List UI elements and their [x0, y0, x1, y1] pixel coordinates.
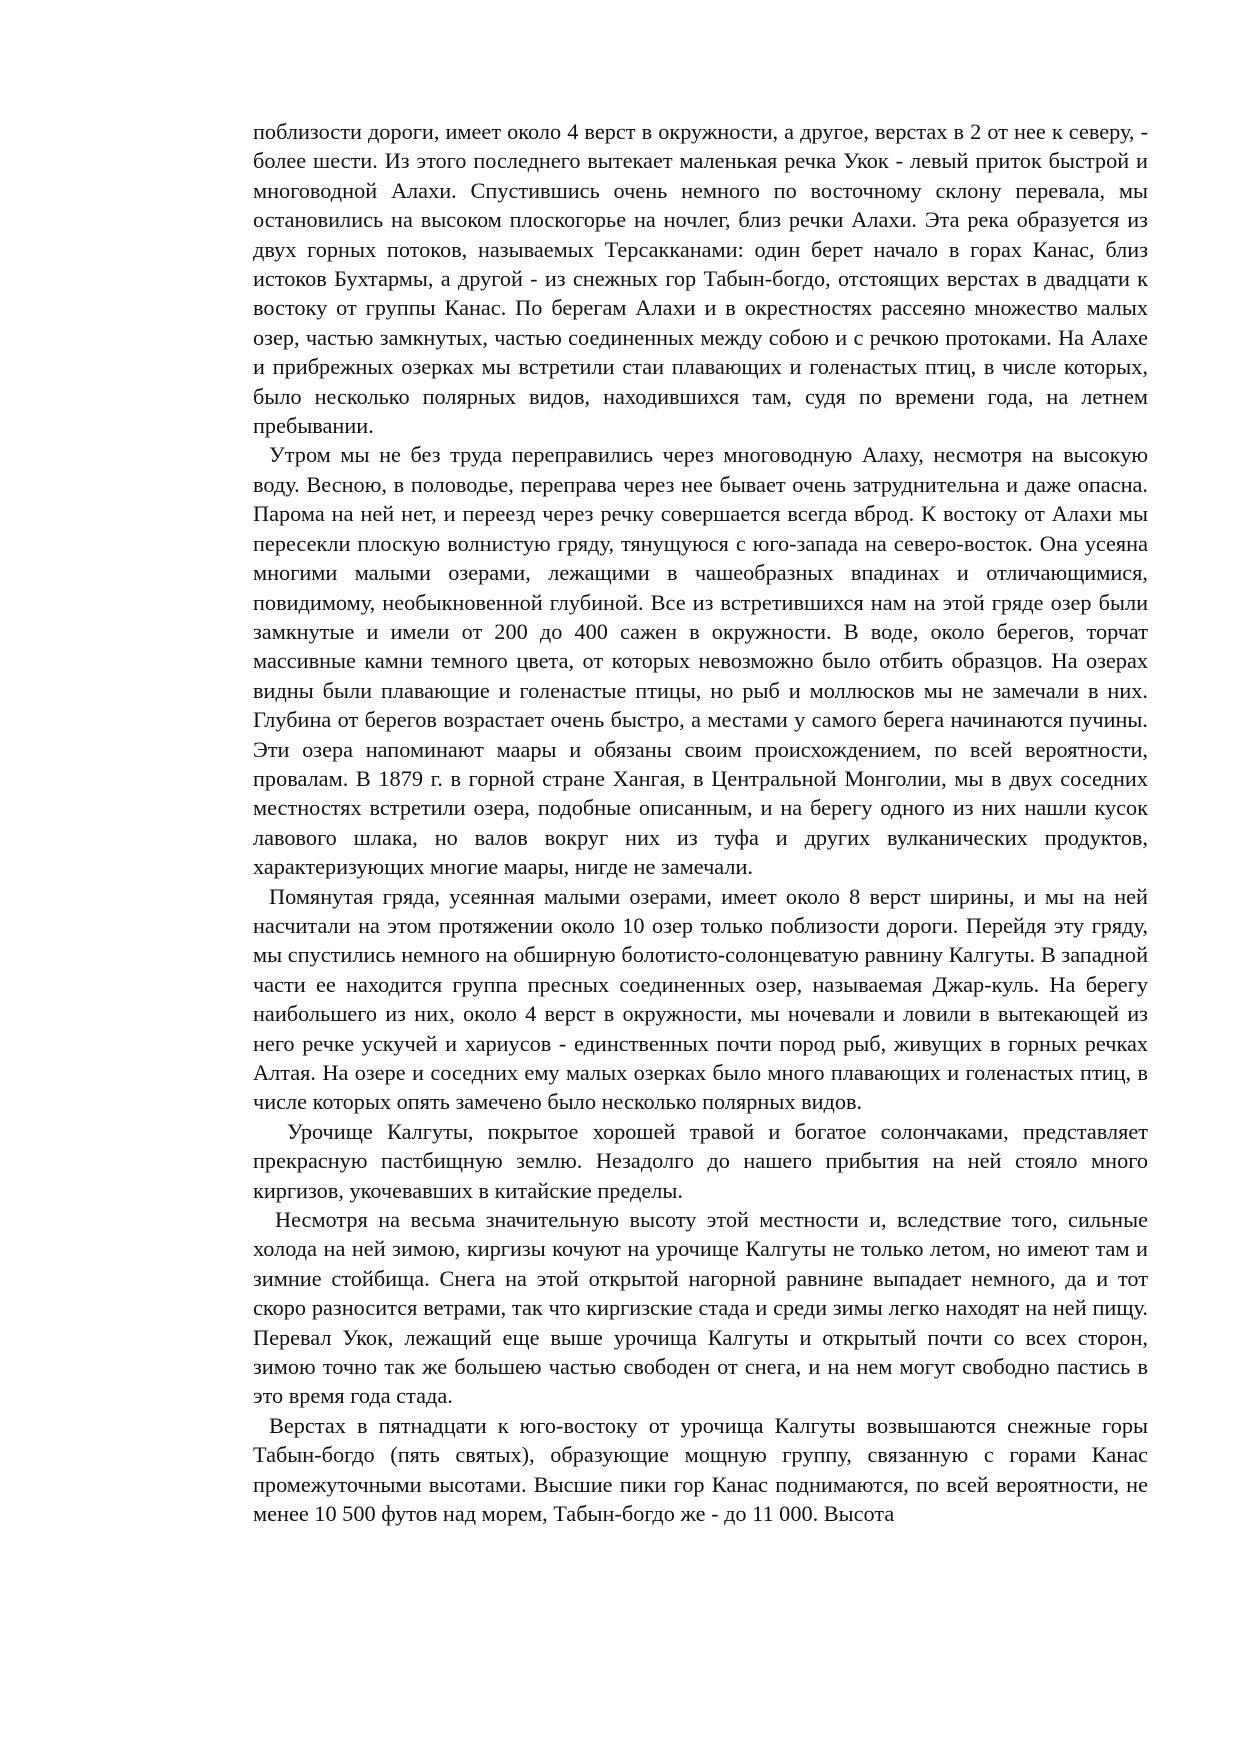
- paragraph-1: поблизости дороги, имеет около 4 верст в окружности, а другое, верстах в 2 от нее к северу, - более шести. Из этого последнего вытекает маленькая речка Укок - левый приток быстрой и многоводной Алахи. Спустившись очень немного по восточному склону перевала, мы остановились на высоком плоскогорье на ночлег, близ речки Алахи. Эта река образуется из двух горных потоков, называемых Терсакканами: один берет начало в горах Канас, близ истоков Бухтармы, а другой - из снежных гор Табын-богдо, отстоящих верстах в двадцати к востоку от группы Канас. По берегам Алахи и в окрестностях рассеяно множество малых озер, частью замкнутых, частью соединенных между собою и с речкою протоками. На Алахе и прибрежных озерках мы встретили стаи плавающих и голенастых птиц, в числе которых, было несколько полярных видов, находившихся там, судя по времени года, на летнем пребывании.: [253, 119, 1148, 439]
- paragraph-2: Утром мы не без труда переправились через многоводную Алаху, несмотря на высокую воду. Весною, в половодье, переправа через нее бывает очень затруднительна и даже опасна. Парома на ней нет, и переезд через речку совершается всегда вброд. К востоку от Алахи мы пересекли плоскую волнистую гряду, тянущуюся с юго-запада на северо-восток. Она усеяна многими малыми озерами, лежащими в чашеобразных впадинах и отличающимися, повидимому, необыкновенной глубиной. Все из встретившихся нам на этой гряде озер были замкнутые и имели от 200 до 400 сажен в окружности. В воде, около берегов, торчат массивные камни темного цвета, от которых невозможно было отбить образцов. На озерах видны были плавающие и голенастые птицы, но рыб и моллюсков мы не замечали в них. Глубина от берегов возрастает очень быстро, а местами у самого берега начинаются пучины. Эти озера напоминают маары и обязаны своим происхождением, по всей вероятности, провалам. В 1879 г. в горной стране Хангая, в Центральной Монголии, мы в двух соседних местностях встретили озера, подобные описанным, и на берегу одного из них нашли кусок лавового шлака, но валов вокруг них из туфа и других вулканических продуктов, характеризующих многие маары, нигде не замечали.: [253, 442, 1148, 880]
- body-text: [253, 117, 1148, 1529]
- paragraph-3: Помянутая гряда, усеянная малыми озерами, имеет около 8 верст ширины, и мы на ней насчитали на этом протяжении около 10 озер только поблизости дороги. Перейдя эту гряду, мы спустились немного на обширную болотисто-солонцеватую равнину Калгуты. В западной части ее находится группа пресных соединенных озер, называемая Джар-куль. На берегу наибольшего из них, около 4 верст в окружности, мы ночевали и ловили в вытекающей из него речке ускучей и хариусов - единственных почти пород рыб, живущих в горных речках Алтая. На озере и соседних ему малых озерках было много плавающих и голенастых птиц, в числе которых опять замечено было несколько полярных видов.: [253, 883, 1148, 1115]
- paragraph-6: Верстах в пятнадцати к юго-востоку от урочища Калгуты возвышаются снежные горы Табын-богдо (пять святых), образующие мощную группу, связанную с горами Канас промежуточными высотами. Высшие пики гор Канас поднимаются, по всей вероятности, не менее 10 500 футов над морем, Табын-богдо же - до 11 000. Высота: [253, 1412, 1148, 1527]
- paragraph-4: Урочище Калгуты, покрытое хорошей травой и богатое солончаками, представляет прекрасную пастбищную землю. Незадолго до нашего прибытия на ней стояло много киргизов, укочевавших в китайские пределы.: [253, 1118, 1148, 1203]
- paragraph-5: Несмотря на весьма значительную высоту этой местности и, вследствие того, сильные холода на ней зимою, киргизы кочуют на урочище Калгуты не только летом, но имеют там и зимние стойбища. Снега на этой открытой нагорной равнине выпадает немного, да и тот скоро разносится ветрами, так что киргизские стада и среди зимы легко находят на ней пищу. Перевал Укок, лежащий еще выше урочища Калгуты и открытый почти со всех сторон, зимою точно так же большею частью свободен от снега, и на нем могут свободно пастись в это время года стада.: [253, 1207, 1148, 1409]
